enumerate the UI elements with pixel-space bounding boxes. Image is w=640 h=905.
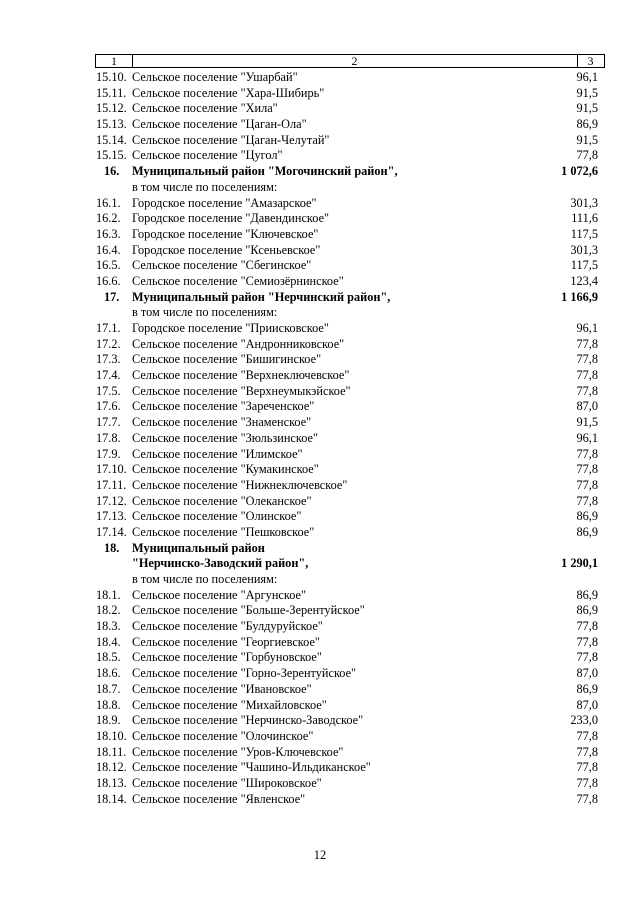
row-value: 86,9: [576, 117, 598, 132]
table-row: [0, 588, 640, 604]
row-value: 77,8: [576, 619, 598, 634]
table-row: [0, 415, 640, 431]
row-name: Городское поселение "Ксеньевское": [132, 242, 321, 257]
row-name: Сельское поселение "Нерчинско-Заводское": [132, 713, 364, 728]
row-number: 17.14.: [96, 524, 127, 539]
row-name: Сельское поселение "Цаган-Ола": [132, 117, 307, 132]
table-row: [0, 760, 640, 776]
row-number: 17.2.: [96, 336, 121, 351]
row-name: Сельское поселение "Зареченское": [132, 399, 315, 414]
table-row: [0, 682, 640, 698]
row-value: 77,8: [576, 352, 598, 367]
row-number: 15.15.: [96, 148, 127, 163]
table-row: [0, 101, 640, 117]
row-number: 18.5.: [96, 650, 121, 665]
header-col-1: 1: [96, 55, 133, 67]
row-value: 96,1: [576, 70, 598, 84]
row-name: Сельское поселение "Андронниковское": [132, 336, 345, 351]
table-row: [0, 384, 640, 400]
row-name: Сельское поселение "Цугол": [132, 148, 283, 163]
row-name: Сельское поселение "Ушарбай": [132, 70, 298, 84]
table-row: [0, 211, 640, 227]
row-value: 1 072,6: [561, 164, 598, 179]
row-name: Сельское поселение "Горбуновское": [132, 650, 322, 665]
row-value: 77,8: [576, 728, 598, 743]
row-name: Городское поселение "Ключевское": [132, 226, 319, 241]
row-number: 15.14.: [96, 132, 127, 147]
row-name: Муниципальный район "Могочинский район",: [132, 164, 398, 179]
row-value: 111,6: [571, 211, 598, 226]
row-name: Сельское поселение "Чашино-Ильдиканское": [132, 760, 371, 775]
row-number: 15.13.: [96, 117, 127, 132]
row-name: Сельское поселение "Бишигинское": [132, 352, 322, 367]
row-number: 17.4.: [96, 368, 121, 383]
row-number: 15.10.: [96, 70, 127, 84]
table-row: [0, 86, 640, 102]
row-number: 16.3.: [96, 226, 121, 241]
table-row: [0, 776, 640, 792]
table-row: [0, 462, 640, 478]
row-number: 18.10.: [96, 728, 127, 743]
row-name: Муниципальный район: [132, 540, 265, 555]
row-value: 87,0: [576, 399, 598, 414]
table-row: [0, 70, 640, 86]
row-value: 91,5: [576, 85, 598, 100]
row-value: 77,8: [576, 148, 598, 163]
row-value: 123,4: [570, 273, 598, 288]
table-row: [0, 635, 640, 651]
row-value: 87,0: [576, 697, 598, 712]
row-value: 1 290,1: [561, 556, 598, 571]
table-row: [0, 603, 640, 619]
row-value: 77,8: [576, 493, 598, 508]
row-number: 16.6.: [96, 273, 121, 288]
table-row: [0, 729, 640, 745]
row-name: Сельское поселение "Цаган-Челутай": [132, 132, 330, 147]
row-value: 77,8: [576, 634, 598, 649]
row-name: Сельское поселение "Олеканское": [132, 493, 312, 508]
row-value: 96,1: [576, 321, 598, 335]
row-name: Сельское поселение "Хара-Шибирь": [132, 85, 325, 100]
row-name: Городское поселение "Амазарское": [132, 195, 317, 210]
table-row: [0, 698, 640, 714]
row-name: Сельское поселение "Знаменское": [132, 415, 312, 430]
row-name: Сельское поселение "Сбегинское": [132, 258, 312, 273]
row-number: 17.8.: [96, 430, 121, 445]
table-row: [0, 117, 640, 133]
row-value: 77,8: [576, 477, 598, 492]
row-name: Сельское поселение "Олочинское": [132, 728, 314, 743]
district-row: [0, 541, 640, 557]
row-name: Сельское поселение "Семиозёрнинское": [132, 273, 344, 288]
table-row: [0, 368, 640, 384]
table-row: [0, 227, 640, 243]
table-row: [0, 792, 640, 808]
row-value: 86,9: [576, 587, 598, 602]
row-number: 17.: [104, 289, 120, 304]
row-name: Муниципальный район "Нерчинский район",: [132, 289, 391, 304]
row-name: в том числе по поселениям:: [132, 305, 278, 320]
row-number: 17.6.: [96, 399, 121, 414]
table-row: [0, 713, 640, 729]
row-value: 91,5: [576, 415, 598, 430]
row-number: 18.1.: [96, 587, 121, 602]
row-number: 18.9.: [96, 713, 121, 728]
page-number: 12: [313, 848, 327, 862]
table-row: [0, 274, 640, 290]
row-number: 16.1.: [96, 195, 121, 210]
row-number: 18.7.: [96, 681, 121, 696]
row-number: 18.11.: [96, 744, 127, 759]
table-row: [0, 509, 640, 525]
table-row: [0, 666, 640, 682]
row-name: Городское поселение "Приисковское": [132, 321, 329, 335]
table-row: [0, 478, 640, 494]
row-name: Сельское поселение "Булдуруйское": [132, 619, 323, 634]
row-name: Сельское поселение "Олинское": [132, 509, 302, 524]
row-number: 16.: [104, 164, 120, 179]
table-row: [0, 494, 640, 510]
row-value: 86,9: [576, 524, 598, 539]
row-name: Сельское поселение "Верхнеумыкэйское": [132, 383, 351, 398]
row-value: 77,8: [576, 775, 598, 790]
row-number: 18.8.: [96, 697, 121, 712]
row-value: 117,5: [570, 258, 598, 273]
row-number: 17.13.: [96, 509, 127, 524]
row-value: 77,8: [576, 744, 598, 759]
row-name: в том числе по поселениям:: [132, 179, 278, 194]
row-number: 17.7.: [96, 415, 121, 430]
row-number: 17.11.: [96, 477, 127, 492]
table-row: [0, 148, 640, 164]
row-number: 18.3.: [96, 619, 121, 634]
row-number: 17.12.: [96, 493, 127, 508]
table-body: [0, 70, 640, 807]
row-number: 16.4.: [96, 242, 121, 257]
row-number: 18.2.: [96, 603, 121, 618]
row-value: 91,5: [576, 101, 598, 116]
table-row: [0, 431, 640, 447]
row-number: 18.13.: [96, 775, 127, 790]
table-row: [0, 525, 640, 541]
row-value: 77,8: [576, 650, 598, 665]
row-name: Сельское поселение "Аргунское": [132, 587, 306, 602]
row-value: 77,8: [576, 462, 598, 477]
row-name: в том числе по поселениям:: [132, 572, 278, 586]
row-value: 91,5: [576, 132, 598, 147]
row-value: 77,8: [576, 760, 598, 775]
row-name: Сельское поселение "Зюльзинское": [132, 430, 318, 445]
table-row: [0, 196, 640, 212]
row-number: 18.6.: [96, 666, 121, 681]
table-row: [0, 572, 640, 588]
row-name: Сельское поселение "Широковское": [132, 775, 322, 790]
row-name: Сельское поселение "Верхнеключевское": [132, 368, 350, 383]
table-row: [0, 745, 640, 761]
header-col-3: 3: [587, 54, 594, 68]
row-number: 16.2.: [96, 211, 121, 226]
table-row: [0, 337, 640, 353]
row-value: 301,3: [570, 242, 598, 257]
table-header-row: [95, 54, 605, 68]
row-number: 16.5.: [96, 258, 121, 273]
row-value: 301,3: [570, 195, 598, 210]
row-number: 17.3.: [96, 352, 121, 367]
row-name: Сельское поселение "Явленское": [132, 791, 306, 806]
table-row: [0, 321, 640, 337]
row-name: Сельское поселение "Горно-Зерентуйское": [132, 666, 357, 681]
row-number: 18.14.: [96, 791, 127, 806]
row-name: Сельское поселение "Ивановское": [132, 681, 312, 696]
row-name: Сельское поселение "Уров-Ключевское": [132, 744, 344, 759]
table-row: [0, 619, 640, 635]
row-number: 18.: [104, 540, 120, 555]
row-value: 77,8: [576, 336, 598, 351]
row-value: 77,8: [576, 368, 598, 383]
row-name: Сельское поселение "Михайловское": [132, 697, 327, 712]
row-name: "Нерчинско-Заводский район",: [132, 556, 309, 571]
table-row: [0, 352, 640, 368]
row-name: Сельское поселение "Больше-Зерентуйское": [132, 603, 365, 618]
row-number: 17.5.: [96, 383, 121, 398]
row-number: 15.12.: [96, 101, 127, 116]
row-name: Сельское поселение "Пешковское": [132, 524, 315, 539]
row-value: 86,9: [576, 509, 598, 524]
row-name: Сельское поселение "Кумакинское": [132, 462, 319, 477]
district-row: [0, 290, 640, 306]
district-row: [0, 164, 640, 180]
row-value: 86,9: [576, 603, 598, 618]
row-number: 17.10.: [96, 462, 127, 477]
row-number: 18.4.: [96, 634, 121, 649]
table-row: [0, 399, 640, 415]
table-row: [0, 133, 640, 149]
row-name: Сельское поселение "Нижнеключевское": [132, 477, 348, 492]
row-name: Городское поселение "Давендинское": [132, 211, 330, 226]
header-col-2: 2: [132, 55, 578, 67]
row-number: 17.9.: [96, 446, 121, 461]
row-value: 96,1: [576, 430, 598, 445]
row-value: 87,0: [576, 666, 598, 681]
row-number: 15.11.: [96, 85, 127, 100]
table-row: [0, 650, 640, 666]
row-value: 86,9: [576, 681, 598, 696]
row-value: 77,8: [576, 791, 598, 806]
table-row: [0, 243, 640, 259]
table-row: [0, 305, 640, 321]
row-value: 1 166,9: [561, 289, 598, 304]
row-value: 77,8: [576, 446, 598, 461]
row-number: 18.12.: [96, 760, 127, 775]
row-value: 117,5: [570, 226, 598, 241]
row-name: Сельское поселение "Хила": [132, 101, 278, 116]
district-row: [0, 556, 640, 572]
row-value: 233,0: [570, 713, 598, 728]
table-row: [0, 258, 640, 274]
row-value: 77,8: [576, 383, 598, 398]
row-name: Сельское поселение "Илимское": [132, 446, 303, 461]
row-name: Сельское поселение "Георгиевское": [132, 634, 320, 649]
table-row: [0, 447, 640, 463]
table-row: [0, 180, 640, 196]
row-number: 17.1.: [96, 321, 121, 335]
